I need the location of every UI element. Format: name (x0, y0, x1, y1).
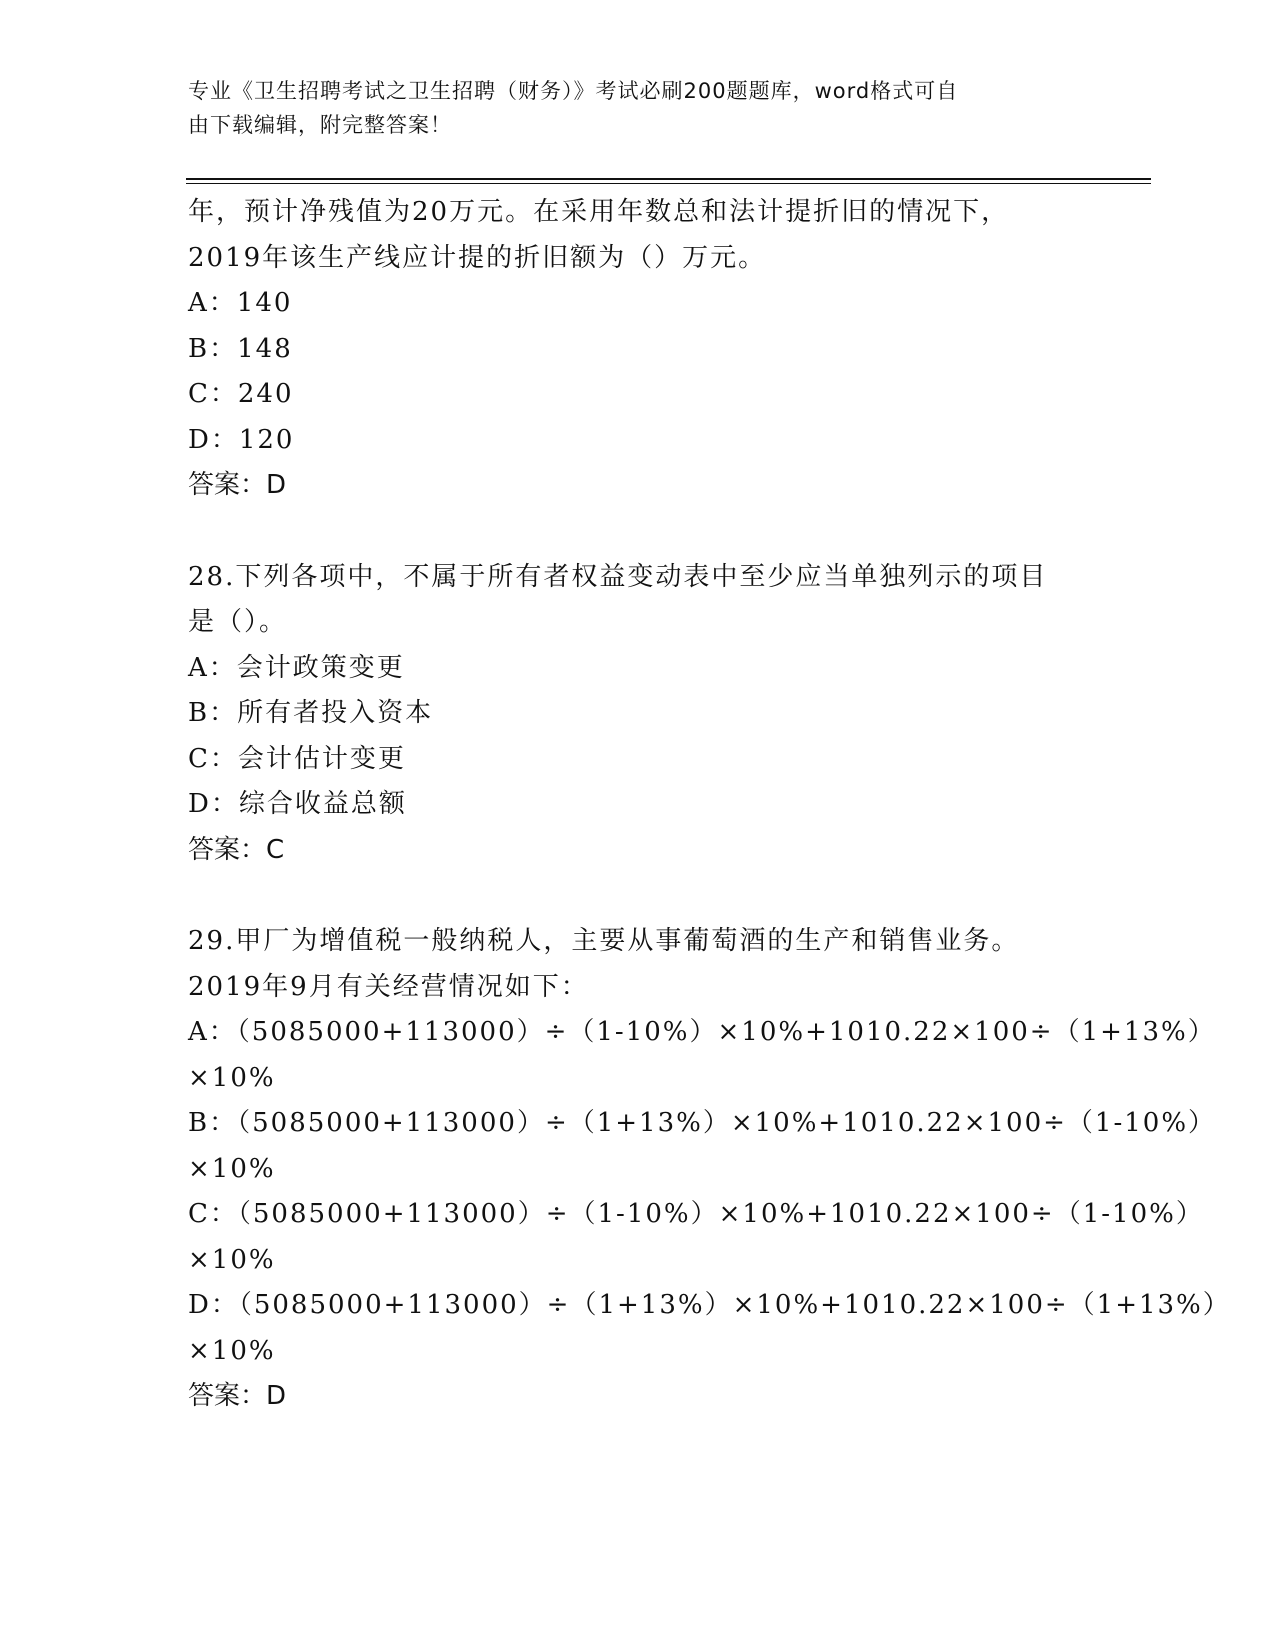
question-stem: 年，预计净残值为20万元。在采用年数总和法计提折旧的情况下， (188, 197, 1010, 227)
option-a: A：140 (188, 288, 293, 318)
option-b-continued: ×10% (188, 1153, 276, 1184)
option-b: B：（5085000+113000）÷（1+13%）×10%+1010.22×100÷（1-10%） (188, 1108, 1217, 1138)
question-27 (188, 190, 1088, 509)
question-stem: 29.甲厂为增值税一般纳税人，主要从事葡萄酒的生产和销售业务。 (188, 926, 1020, 956)
option-d-continued: ×10% (188, 1335, 276, 1366)
option-a: A：（5085000+113000）÷（1-10%）×10%+1010.22×100÷（1+13%） (188, 1017, 1216, 1047)
document-body (188, 190, 1231, 1420)
option-d: D：120 (188, 424, 295, 455)
answer-line: 答案：D (188, 1381, 287, 1411)
header-divider-thin (186, 183, 1151, 184)
option-c: C：240 (188, 379, 294, 409)
option-d: D：综合收益总额 (188, 789, 407, 819)
header-line-1: 专业《卫生招聘考试之卫生招聘（财务）》考试必刷200题题库，word格式可自 (188, 79, 959, 103)
option-c-continued: ×10% (188, 1244, 276, 1275)
option-d: D：（5085000+113000）÷（1+13%）×10%+1010.22×100÷（1+13%） (188, 1290, 1231, 1320)
document-header (188, 74, 1088, 142)
option-b: B：所有者投入资本 (188, 698, 434, 728)
answer-line: 答案：C (188, 834, 285, 865)
answer-line: 答案：D (188, 470, 287, 500)
question-28 (188, 555, 1088, 874)
header-divider-thick (186, 178, 1151, 180)
question-stem: 是（）。 (188, 607, 288, 637)
option-c: C：（5085000+113000）÷（1-10%）×10%+1010.22×100÷（1-10%） (188, 1199, 1204, 1229)
question-29 (188, 919, 1231, 1420)
header-line-2: 由下载编辑，附完整答案！ (188, 113, 452, 137)
option-a: A：会计政策变更 (188, 652, 405, 683)
question-stem: 28.下列各项中，不属于所有者权益变动表中至少应当单独列示的项目 (188, 561, 1048, 592)
option-a-continued: ×10% (188, 1062, 276, 1093)
question-stem: 2019年9月有关经营情况如下： (188, 971, 589, 1002)
question-stem: 2019年该生产线应计提的折旧额为（）万元。 (188, 242, 767, 273)
option-b: B：148 (188, 333, 293, 364)
option-c: C：会计估计变更 (188, 743, 406, 774)
